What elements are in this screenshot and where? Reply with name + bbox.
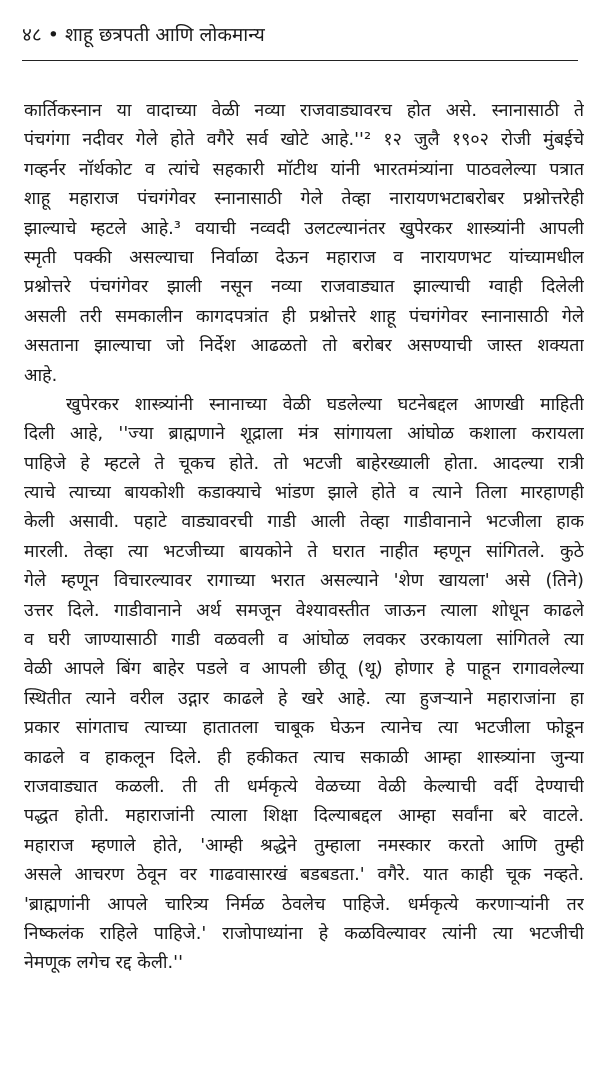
text-line: त्याचे त्याच्या बायकोशी कडाक्याचे भांडण झाले होते व त्याने तिला मारहाणही xyxy=(24,482,584,504)
text-line: प्रकार सांगताच त्याच्या हातातला चाबूक घेऊन त्यानेच त्या भटजीला फोडून xyxy=(24,717,584,739)
paragraph-2 xyxy=(24,390,584,978)
text-line: कार्तिकस्नान या वादाच्या वेळी नव्या राजवाड्यावरच होत असे. स्नानासाठी ते xyxy=(24,100,584,121)
text-line: स्थितीत त्याने वरील उद्गार काढले हे खरे आहे. त्या हुजऱ्याने महाराजांना हा xyxy=(24,687,584,709)
text-line: महाराज म्हणाले होते, 'आम्ही श्रद्धेने तुम्हाला नमस्कार करतो आणि तुम्ही xyxy=(24,834,584,856)
text-line: आहे. xyxy=(24,364,58,386)
paragraph-1 xyxy=(24,96,584,390)
text-line: राजवाड्यात कळली. ती ती धर्मकृत्ये वेळच्या वेळी केल्याची वर्दी देण्याची xyxy=(24,775,584,797)
text-line: नेमणूक लगेच रद्द केली.'' xyxy=(24,952,183,974)
body-text xyxy=(24,96,584,978)
text-line: 'ब्राह्मणांनी आपले चारित्र्य निर्मळ ठेवलेच पाहिजे. धर्मकृत्ये करणाऱ्यांनी तर xyxy=(24,893,584,915)
text-line: वेळी आपले बिंग बाहेर पडले व आपली छीतू (थू) होणार हे पाहून रागावलेल्या xyxy=(24,658,584,680)
text-line: मारली. तेव्हा त्या भटजीच्या बायकोने ते घरात नाहीत म्हणून सांगितले. कुठे xyxy=(24,540,584,562)
text-line: असले आचरण ठेवून वर गाढवासारखं बडबडता.' वगैरे. यात काही चूक नव्हते. xyxy=(24,864,584,886)
text-line: गेले म्हणून विचारल्यावर रागाच्या भरात असल्याने 'शेण खायला' असे (तिने) xyxy=(24,570,584,592)
text-line: असताना झाल्याचा जो निर्देश आढळतो तो बरोबर असण्याची जास्त शक्यता xyxy=(24,335,584,357)
text-line: प्रश्नोत्तरे पंचगंगेवर झाली नसून नव्या राजवाड्यात झाल्याची ग्वाही दिलेली xyxy=(24,276,584,298)
text-line: उत्तर दिले. गाडीवानाने अर्थ समजून वेश्यावस्तीत जाऊन त्याला शोधून काढले xyxy=(24,599,584,621)
header-rule xyxy=(22,60,578,61)
text-line: खुपेरकर शास्त्र्यांनी स्नानाच्या वेळी घडलेल्या घटनेबद्दल आणखी माहिती xyxy=(66,393,584,415)
text-line: असली तरी समकालीन कागदपत्रांत ही प्रश्नोत्तरे शाहू पंचगंगेवर स्नानासाठी गेले xyxy=(24,305,584,327)
text-line: पाहिजे हे म्हटले ते चूकच होते. तो भटजी बाहेरख्याली होता. आदल्या रात्री xyxy=(24,452,584,474)
running-head: ४८ • शाहू छत्रपती आणि लोकमान्य xyxy=(22,24,265,46)
text-line: गव्हर्नर नॉर्थकोट व त्यांचे सहकारी मॉटीथ यांनी भारतमंत्र्यांना पाठवलेल्या पत्रात xyxy=(24,158,584,180)
text-line: केली असावी. पहाटे वाड्यावरची गाडी आली तेव्हा गाडीवानाने भटजीला हाक xyxy=(24,511,584,533)
text-line: निष्कलंक राहिले पाहिजे.' राजोपाध्यांना हे कळविल्यावर त्यांनी त्या भटजीची xyxy=(24,922,584,944)
text-line: झाल्याचे म्हटले आहे.³ वयाची नव्वदी उलटल्यानंतर खुपेरकर शास्त्र्यांनी आपली xyxy=(24,217,584,239)
text-line: दिली आहे, ''ज्या ब्राह्मणाने शूद्राला मंत्र सांगायला आंघोळ कशाला करायला xyxy=(24,423,584,445)
text-line: व घरी जाण्यासाठी गाडी वळवली व आंघोळ लवकर उरकायला सांगितले त्या xyxy=(24,629,584,651)
text-line: शाहू महाराज पंचगंगेवर स्नानासाठी गेले तेव्हा नारायणभटाबरोबर प्रश्नोत्तरेही xyxy=(24,188,584,210)
text-line: पद्धत होती. महाराजांनी त्याला शिक्षा दिल्याबद्दल आम्हा सर्वांना बरे वाटले. xyxy=(24,805,584,827)
text-line: स्मृती पक्की असल्याचा निर्वाळा देऊन महाराज व नारायणभट यांच्यामधील xyxy=(24,246,584,268)
text-line: पंचगंगा नदीवर गेले होते वगैरे सर्व खोटे आहे.''² १२ जुलै १९०२ रोजी मुंबईचे xyxy=(24,129,584,151)
text-line: काढले व हाकलून दिले. ही हकीकत त्याच सकाळी आम्हा शास्त्र्यांना जुन्या xyxy=(24,746,584,768)
